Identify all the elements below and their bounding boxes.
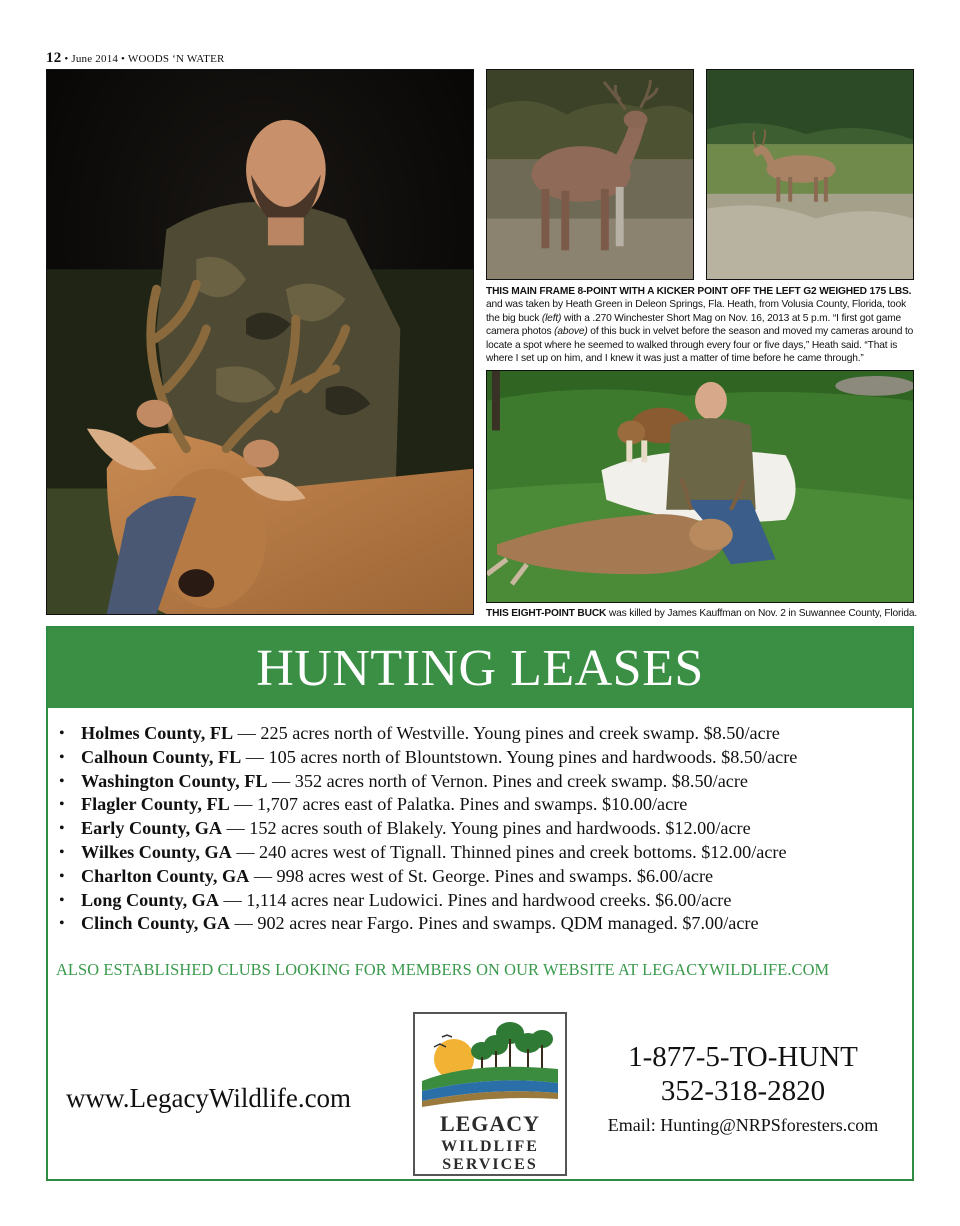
phone-toll-free[interactable]: 1-877-5-TO-HUNT [628, 1041, 858, 1073]
logo-line-1: LEGACY [439, 1111, 541, 1136]
clubs-note: ALSO ESTABLISHED CLUBS LOOKING FOR MEMBERS ON OUR WEBSITE AT LEGACYWILDLIFE.COM [56, 960, 830, 979]
page-number: 12 [46, 50, 62, 66]
list-item: • Holmes County, FL — 225 acres north of Westville. Young pines and creek swamp. $8.50/acre [56, 722, 916, 746]
list-item: • Wilkes County, GA — 240 acres west of Tignall. Thinned pines and creek bottoms. $12.00/acre [56, 841, 916, 865]
issue-date: June 2014 [71, 53, 119, 65]
phone-local[interactable]: 352-318-2820 [660, 1075, 826, 1107]
email-address[interactable]: Email: Hunting@NRPSforesters.com [607, 1115, 879, 1135]
website-link[interactable]: www.LegacyWildlife.com [66, 1083, 352, 1113]
photo-trail-camera-velvet-buck [706, 69, 914, 280]
photo-caption-heath-green: THIS MAIN FRAME 8-POINT WITH A KICKER POINT OFF THE LEFT G2 WEIGHED 175 LBS. and was taken by Heath Green in Deleon Springs, Fla. Heath, from Volusia County, Florida, took the big buck (left) with a .270 Winchester Short Mag on Nov. 16, 2013 at 5 p.m. “I first got game camera photos (above) of this buck in velvet before the season and moved my cameras around to locate a spot where he seemed to walked through every four or five days,” Heath said. “That is where I set up on him, and I knew it was just a matter of time before he came through.” [486, 286, 914, 365]
legacy-wildlife-logo [412, 1011, 568, 1177]
list-item: • Calhoun County, FL — 105 acres north of Blountstown. Young pines and hardwoods. $8.50/acre [56, 746, 916, 770]
caption-lead: THIS MAIN FRAME 8-POINT WITH A KICKER POINT OFF THE LEFT G2 WEIGHED 175 LBS. [486, 286, 912, 297]
list-item: • Flagler County, FL — 1,707 acres east of Palatka. Pines and swamps. $10.00/acre [56, 793, 916, 817]
publication-name: WOODS ‘N WATER [127, 53, 225, 65]
list-item: • Charlton County, GA — 998 acres west of St. George. Pines and swamps. $6.00/acre [56, 865, 916, 889]
ad-title: HUNTING LEASES [48, 628, 912, 708]
logo-line-2: WILDLIFE [441, 1138, 539, 1155]
list-item: • Washington County, FL — 352 acres north of Vernon. Pines and creek swamp. $8.50/acre [56, 770, 916, 794]
caption-lead: THIS EIGHT-POINT BUCK [486, 608, 607, 619]
list-item: • Long County, GA — 1,114 acres near Ludowici. Pines and hardwood creeks. $6.00/acre [56, 889, 916, 913]
photo-kauffman-eight-point [486, 370, 914, 603]
contact-block [576, 1040, 910, 1140]
list-item: • Clinch County, GA — 902 acres near Fargo. Pines and swamps. QDM managed. $7.00/acre [56, 912, 916, 936]
logo-line-3: SERVICES [442, 1156, 538, 1173]
photo-hunter-with-buck [46, 69, 474, 615]
lease-list [56, 722, 916, 936]
photo-trail-camera-buck [486, 69, 694, 280]
hunting-leases-ad [46, 626, 914, 1181]
list-item: • Early County, GA — 152 acres south of Blakely. Young pines and hardwoods. $12.00/acre [56, 817, 916, 841]
photo-caption-kauffman: THIS EIGHT-POINT BUCK was killed by James Kauffman on Nov. 2 in Suwannee County, Florida. [486, 608, 918, 619]
page-folio: 12 • June 2014 • WOODS ‘N WATER [46, 50, 225, 66]
